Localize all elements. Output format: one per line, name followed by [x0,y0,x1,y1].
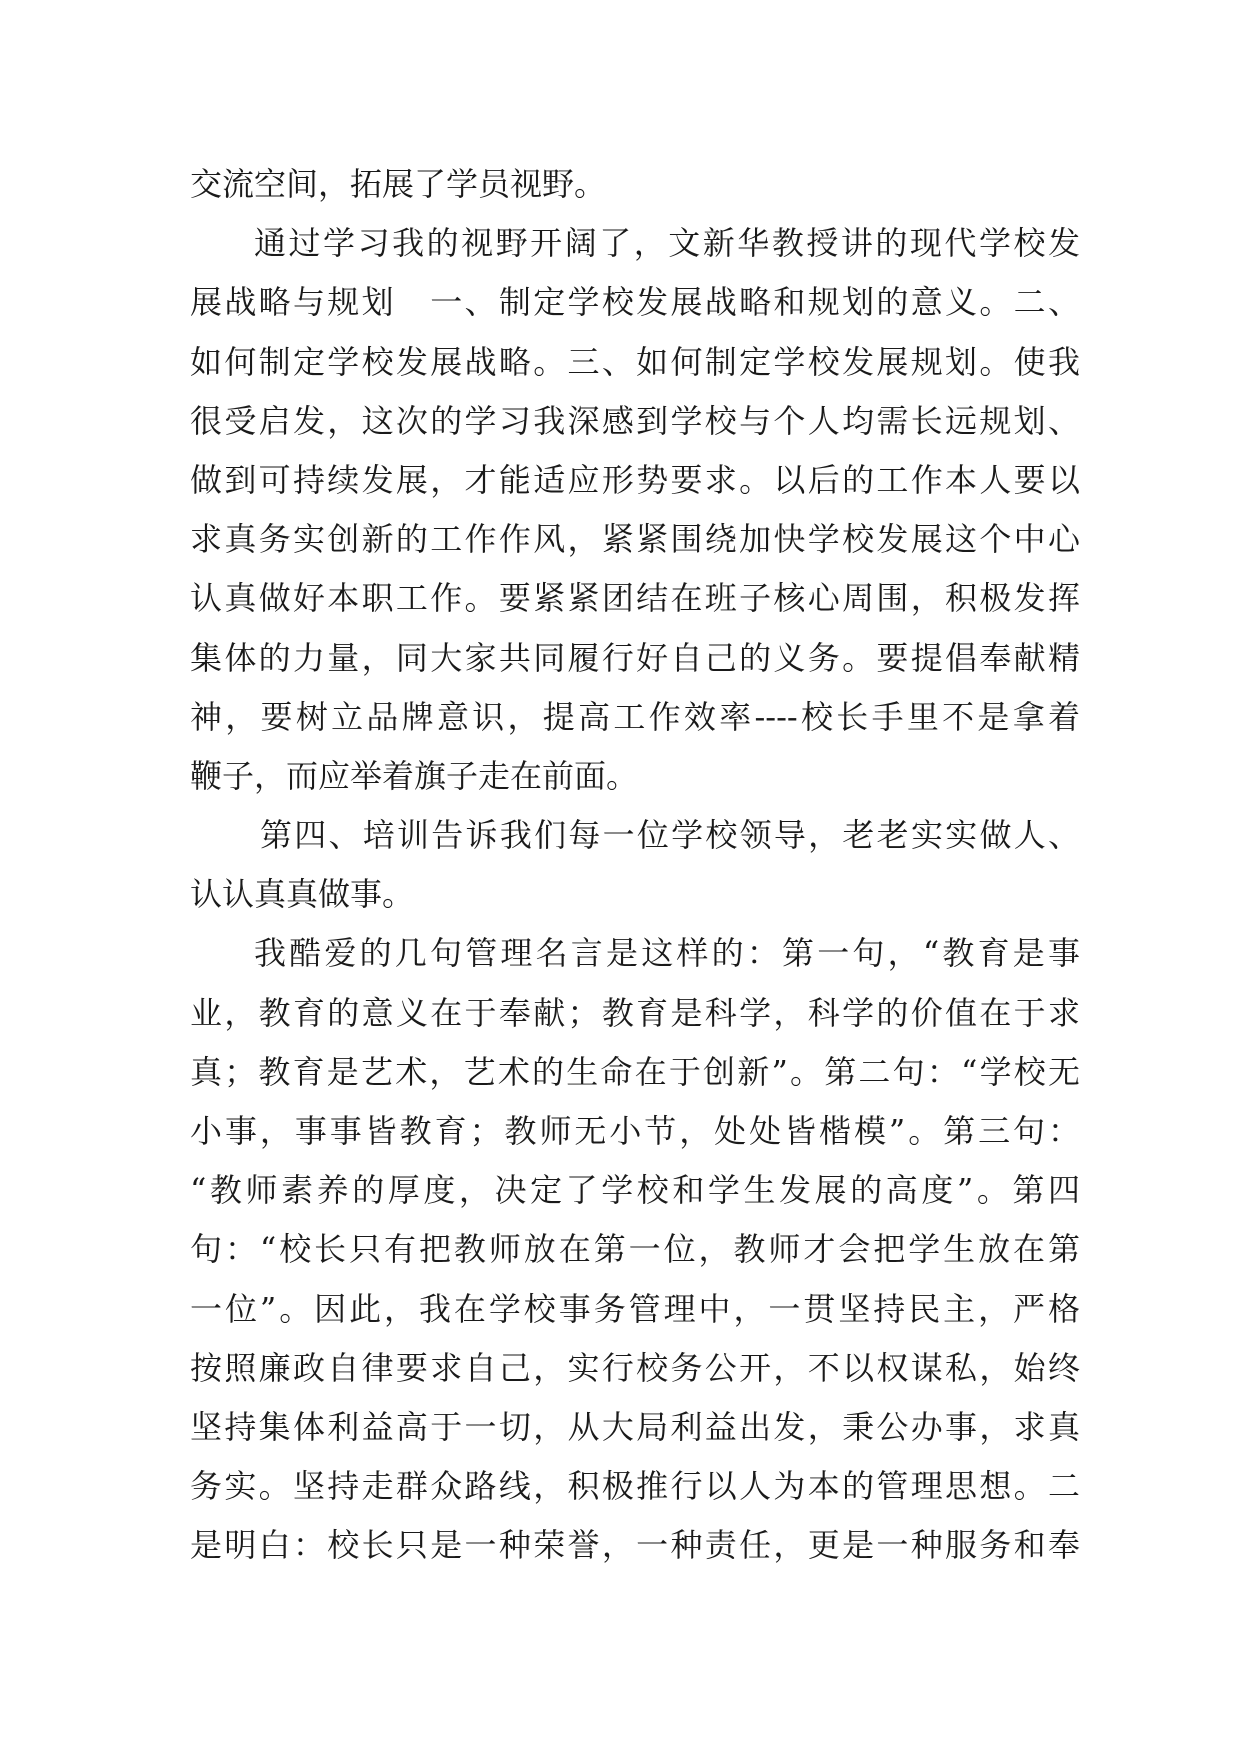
text-line: 认真做好本职工作。要紧紧团结在班子核心周围，积极发挥 [190,579,1080,618]
text-line: 是明白：校长只是一种荣誉，一种责任，更是一种服务和奉 [190,1526,1080,1565]
text-line: 交流空间，拓展了学员视野。 [190,165,607,203]
text-line: 坚持集体利益高于一切，从大局利益出发，秉公办事，求真 [190,1407,1080,1446]
text-line: 很受启发，这次的学习我深感到学校与个人均需长远规划、 [190,401,1080,440]
text-line: 神，要树立品牌意识，提高工作效率----校长手里不是拿着 [190,697,1080,736]
text-line: 我酷爱的几句管理名言是这样的：第一句，“教育是事 [254,934,1080,973]
text-line: 鞭子，而应举着旗子走在前面。 [190,756,639,795]
text-line: 集体的力量，同大家共同履行好自己的义务。要提倡奉献精 [190,638,1080,677]
text-line: 一位”。因此，我在学校事务管理中，一贯坚持民主，严格 [190,1289,1080,1328]
text-line: 按照廉政自律要求自己，实行校务公开，不以权谋私，始终 [190,1348,1080,1387]
text-line: 务实。坚持走群众路线，积极推行以人为本的管理思想。二 [190,1467,1080,1506]
text-line: 业，教育的意义在于奉献；教育是科学，科学的价值在于求 [190,993,1080,1032]
text-line: 展战略与规划 一、制定学校发展战略和规划的意义。二、 [190,283,1080,322]
text-line: 句：“校长只有把教师放在第一位，教师才会把学生放在第 [190,1230,1080,1269]
text-line: 第四、培训告诉我们每一位学校领导，老老实实做人、 [260,816,1080,855]
text-line: “教师素养的厚度，决定了学校和学生发展的高度”。第四 [190,1171,1080,1210]
text-line: 小事，事事皆教育；教师无小节，处处皆楷模”。第三句： [190,1112,1080,1150]
text-line: 真；教育是艺术，艺术的生命在于创新”。第二句：“学校无 [190,1052,1080,1091]
text-line: 通过学习我的视野开阔了，文新华教授讲的现代学校发 [254,224,1080,263]
text-line: 如何制定学校发展战略。三、如何制定学校发展规划。使我 [190,342,1080,381]
text-line: 做到可持续发展，才能适应形势要求。以后的工作本人要以 [190,460,1080,499]
document-body [190,155,1080,1576]
text-line: 求真务实创新的工作作风，紧紧围绕加快学校发展这个中心 [190,520,1080,559]
text-line: 认认真真做事。 [190,875,415,914]
